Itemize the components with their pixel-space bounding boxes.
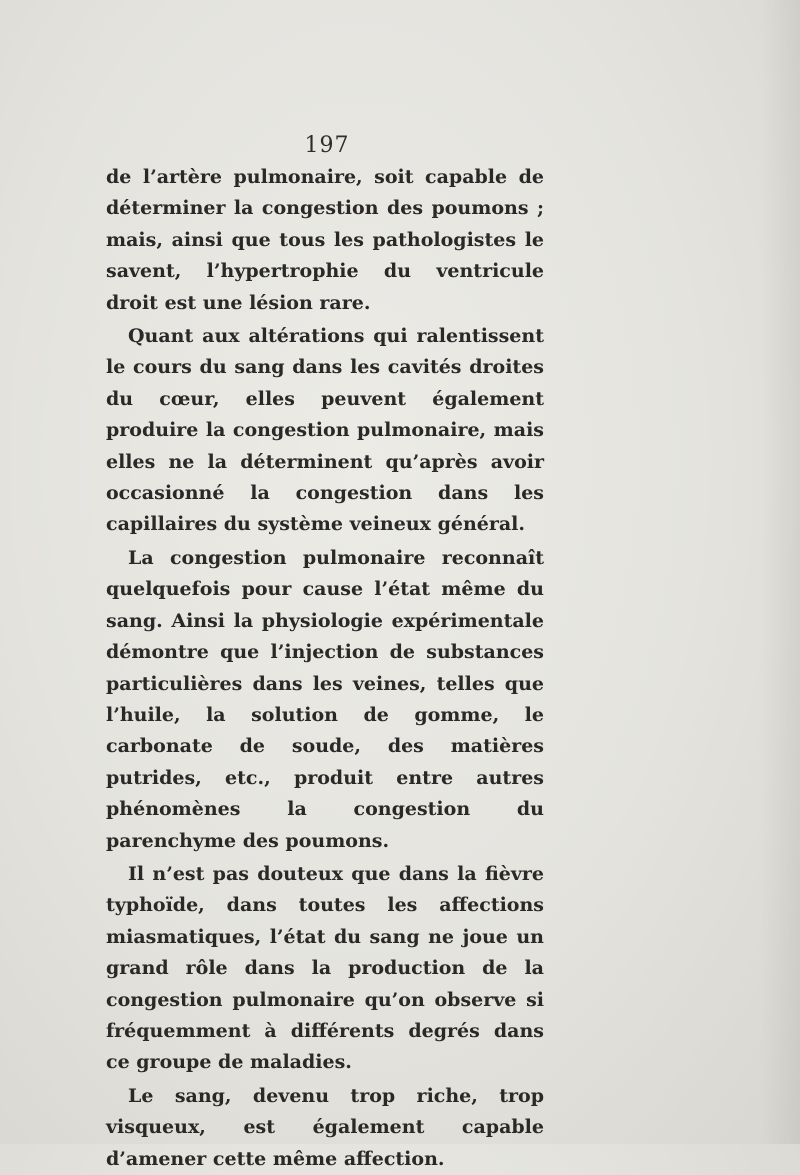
paragraph-4: Il n’est pas douteux que dans la fièvre typhoïde, dans toutes les affections miasmatiques, l’état du sang ne joue un grand rôle dans la production de la congestion pulmonaire qu’on observe si fréquemment à différents degrés dans ce groupe de maladies. xyxy=(106,862,544,1074)
paragraph-2: Quant aux altérations qui ralentissent le cours du sang dans les cavités droites du cœur, elles peuvent également produire la congestion pulmonaire, mais elles ne la déterminent qu’après avoir occasionné la congestion dans les capillaires du système veineux général. xyxy=(106,325,544,536)
body-text xyxy=(106,162,544,1175)
paragraph-1: de l’artère pulmonaire, soit capable de déterminer la congestion des poumons ; mais, ainsi que tous les pathologistes le savent, l’hypertrophie du ventricule droit est une lésion rare. xyxy=(106,166,544,314)
page-number: 197 xyxy=(304,133,350,158)
page-edge-shadow xyxy=(760,0,800,1144)
paragraph-3: La congestion pulmonaire reconnaît quelquefois pour cause l’état même du sang. Ainsi la physiologie expérimentale démontre que l’injection de substances particulières dans les veines, telles que l’huile, la solution de gomme, le carbonate de soude, des matières putrides, etc., produit entre autres phénomènes la congestion du parenchyme des poumons. xyxy=(106,546,544,852)
paragraph-5: Le sang, devenu trop riche, trop visqueux, est également capable d’amener cette même affection. xyxy=(106,1084,544,1170)
